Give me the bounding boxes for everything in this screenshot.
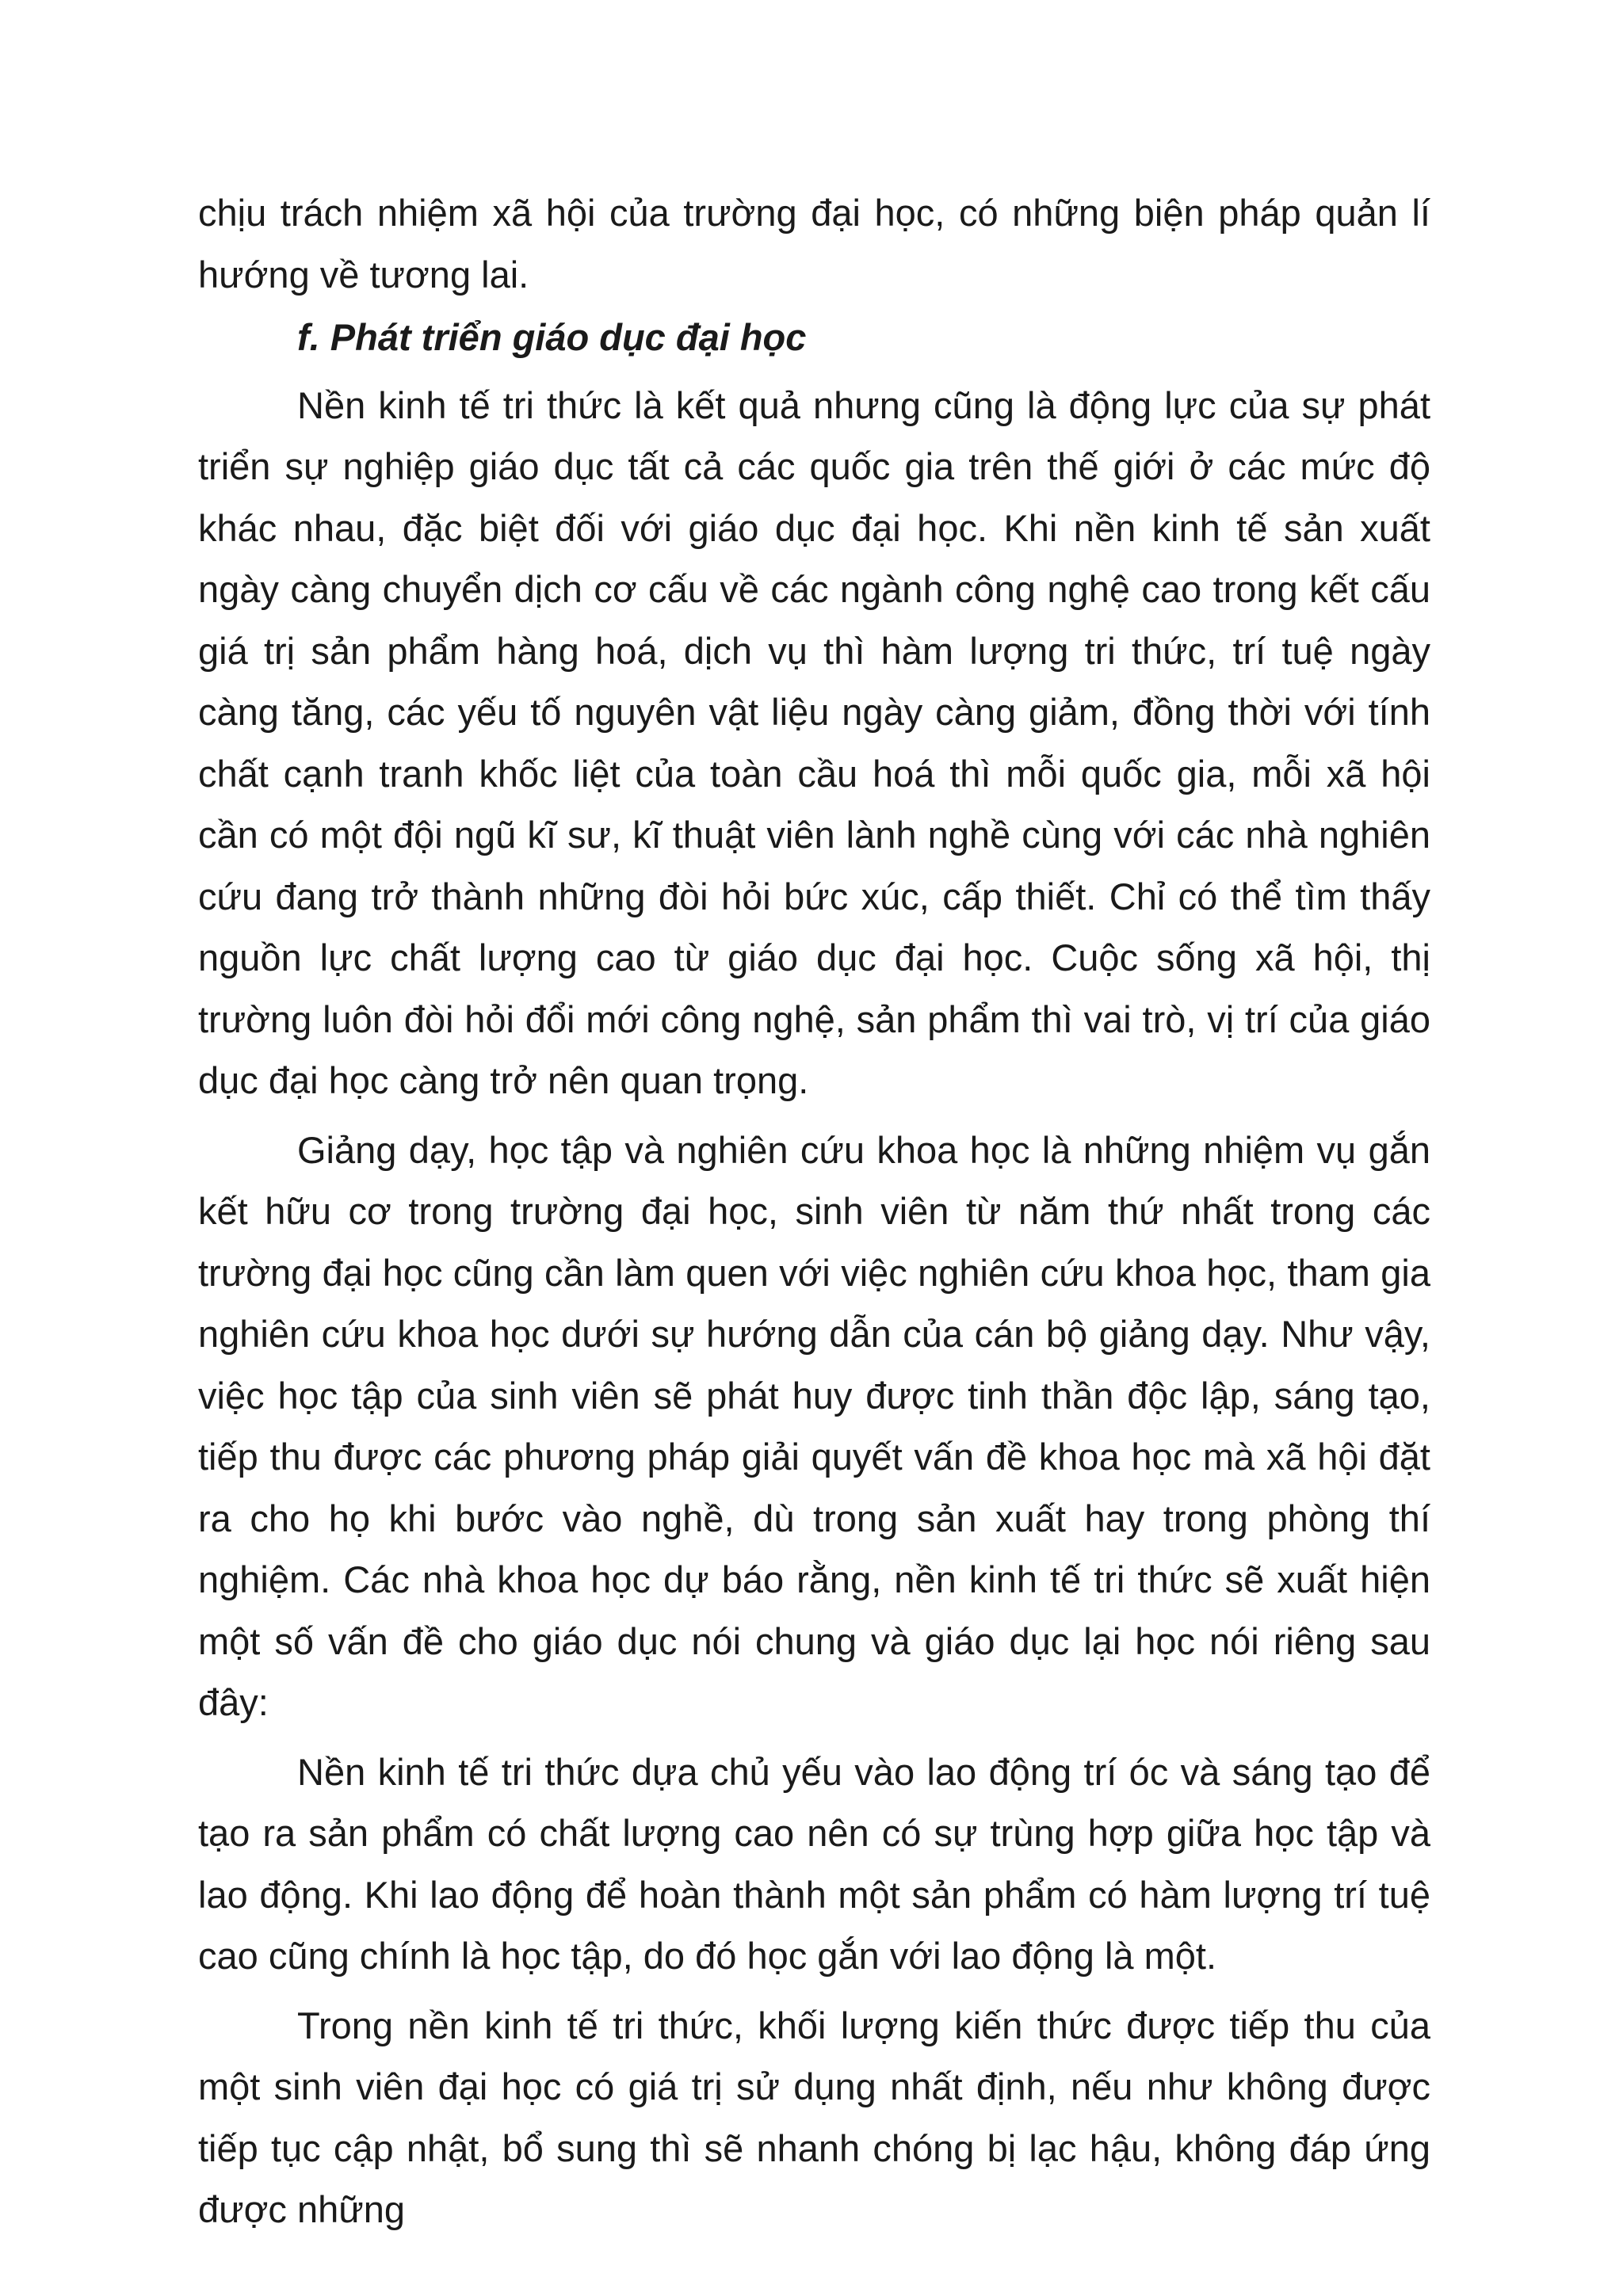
- paragraph-3: Nền kinh tế tri thức dựa chủ yếu vào lao động trí óc và sáng tạo để tạo ra sản phẩm có chất lượng cao nên có sự trùng hợp giữa học tập và lao động. Khi lao động để hoàn thành một sản phẩm có hàm lượng trí tuệ cao cũng chính là học tập, do đó học gắn với lao động là một.: [198, 1750, 1430, 1977]
- paragraph-4: Trong nền kinh tế tri thức, khối lượng kiến thức được tiếp thu của một sinh viên đại học có giá trị sử dụng nhất định, nếu như không được tiếp tục cập nhật, bổ sung thì sẽ nhanh chóng bị lạc hậu, không đáp ứng được những: [198, 2004, 1430, 2230]
- document-page: [198, 182, 1430, 2241]
- section-heading: f. Phát triển giáo dục đại học: [297, 316, 807, 358]
- paragraph-2: Giảng dạy, học tập và nghiên cứu khoa học là những nhiệm vụ gắn kết hữu cơ trong trường đại học, sinh viên từ năm thứ nhất trong các trường đại học cũng cần làm quen với việc nghiên cứu khoa học, tham gia nghiên cứu khoa học dưới sự hướng dẫn của cán bộ giảng dạy. Như vậy, việc học tập của sinh viên sẽ phát huy được tinh thần độc lập, sáng tạo, tiếp thu được các phương pháp giải quyết vấn đề khoa học mà xã hội đặt ra cho họ khi bước vào nghề, dù trong sản xuất hay trong phòng thí nghiệm. Các nhà khoa học dự báo rằng, nền kinh tế tri thức sẽ xuất hiện một số vấn đề cho giáo dục nói chung và giáo dục lại học nói riêng sau đây:: [198, 1128, 1430, 1723]
- paragraph-1: Nền kinh tế tri thức là kết quả nhưng cũng là động lực của sự phát triển sự nghiệp giáo dục tất cả các quốc gia trên thế giới ở các mức độ khác nhau, đặc biệt đối với giáo dục đại học. Khi nền kinh tế sản xuất ngày càng chuyển dịch cơ cấu về các ngành công nghệ cao trong kết cấu giá trị sản phẩm hàng hoá, dịch vụ thì hàm lượng tri thức, trí tuệ ngày càng tăng, các yếu tố nguyên vật liệu ngày càng giảm, đồng thời với tính chất cạnh tranh khốc liệt của toàn cầu hoá thì mỗi quốc gia, mỗi xã hội cần có một đội ngũ kĩ sư, kĩ thuật viên lành nghề cùng với các nhà nghiên cứu đang trở thành những đòi hỏi bức xúc, cấp thiết. Chỉ có thể tìm thấy nguồn lực chất lượng cao từ giáo dục đại học. Cuộc sống xã hội, thị trường luôn đòi hỏi đổi mới công nghệ, sản phẩm thì vai trò, vị trí của giáo dục đại học càng trở nên quan trọng.: [198, 383, 1430, 1101]
- intro-paragraph: chịu trách nhiệm xã hội của trường đại học, có những biện pháp quản lí hướng về tương lai.: [198, 192, 1430, 296]
